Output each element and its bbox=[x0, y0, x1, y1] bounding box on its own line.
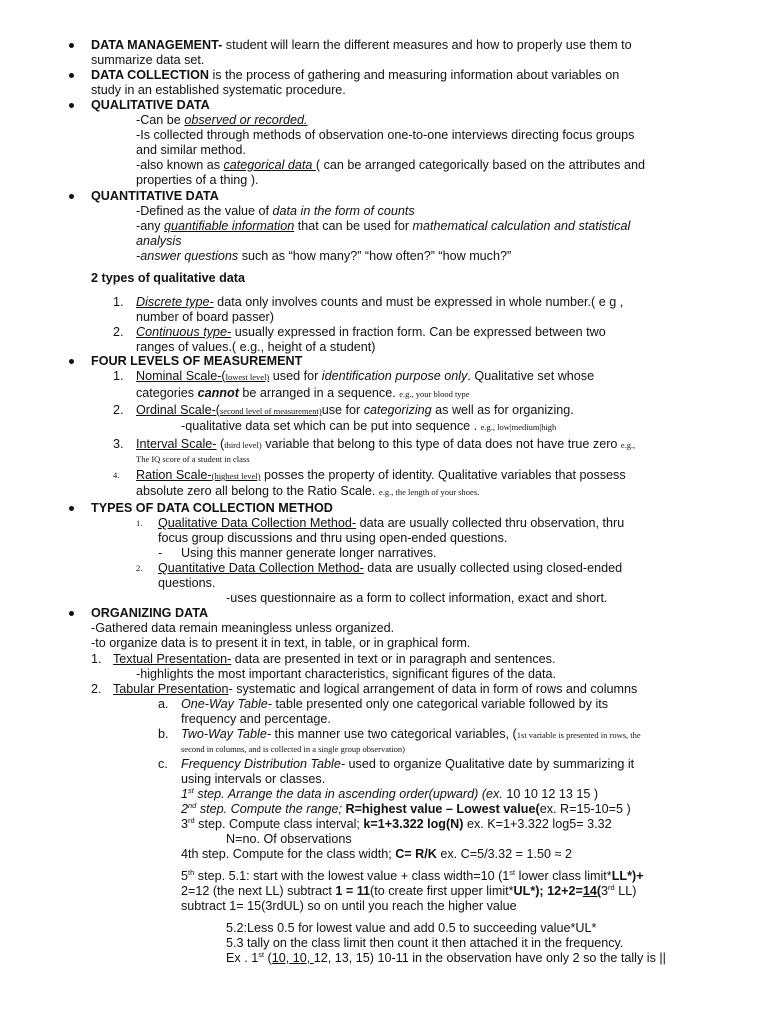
text-line: -Can be observed or recorded. bbox=[136, 113, 308, 127]
heading-qualitative-data: QUALITATIVE DATA bbox=[91, 98, 210, 112]
list-number: 1. bbox=[91, 652, 102, 666]
list-item: Discrete type- data only involves counts and must be expressed in whole number.( e g , bbox=[136, 295, 624, 309]
text-line: -any quantifiable information that can be used for mathematical calculation and statistical bbox=[136, 219, 631, 233]
text-line: ranges of values.( e.g., height of a student) bbox=[136, 340, 376, 354]
list-item-tabular: Tabular Presentation- systematic and logical arrangement of data in form of rows and columns bbox=[113, 682, 638, 696]
text: student will learn the different measures and how to properly use them to bbox=[222, 38, 632, 52]
step-4: 4th step. Compute for the class width; C= R/K ex. C=5/3.32 = 1.50 ≈ 2 bbox=[181, 847, 572, 861]
text-line: -highlights the most important characteristics, significant figures of the data. bbox=[136, 667, 556, 681]
example-line: Ex . 1st (10, 10, 12, 13, 15) 10-11 in the observation have only 2 so the tally is || bbox=[226, 949, 666, 965]
text-line: 2=12 (the next LL) subtract 1 = 11(to create first upper limit*UL*); 12+2=14(3rd LL) bbox=[181, 882, 637, 898]
list-item-ratio: Ration Scale-(highest level) posses the property of identity. Qualitative variables that possess bbox=[136, 468, 626, 482]
step-5-2: 5.2:Less 0.5 for lowest value and add 0.5 to succeeding value*UL* bbox=[226, 921, 597, 935]
list-number: 3. bbox=[113, 437, 124, 451]
list-letter: c. bbox=[158, 757, 168, 771]
section-data-management bbox=[91, 38, 632, 53]
heading-organizing-data: ORGANIZING DATA bbox=[91, 606, 209, 620]
list-item: Two-Way Table- this manner use two categorical variables, (1st variable is presented in rows, the bbox=[181, 727, 641, 741]
text-line: and similar method. bbox=[136, 143, 246, 157]
text-line: summarize data set. bbox=[91, 53, 205, 67]
list-number: 4. bbox=[113, 470, 120, 480]
list-number: 2. bbox=[91, 682, 102, 696]
heading-levels-of-measurement: FOUR LEVELS OF MEASUREMENT bbox=[91, 354, 303, 368]
text-line: properties of a thing ). bbox=[136, 173, 259, 187]
text-line: using intervals or classes. bbox=[181, 772, 326, 786]
heading-quantitative-data: QUANTITATIVE DATA bbox=[91, 189, 219, 203]
text-line: frequency and percentage. bbox=[181, 712, 331, 726]
heading-collection-method: TYPES OF DATA COLLECTION METHOD bbox=[91, 501, 333, 515]
text-line: N=no. Of observations bbox=[226, 832, 352, 846]
text-line: focus group discussions and thru using open-ended questions. bbox=[158, 531, 508, 545]
text: is the process of gathering and measuring information about variables on bbox=[209, 68, 620, 82]
text-line: -uses questionnaire as a form to collect information, exact and short. bbox=[226, 591, 608, 605]
list-number: 2. bbox=[113, 403, 124, 417]
text-line: -answer questions such as “how many?” “how often?” “how much?” bbox=[136, 249, 512, 263]
text-line: absolute zero all belong to the Ratio Scale. e.g., the length of your shoes. bbox=[136, 484, 480, 498]
step-2: 2nd step. Compute the range; R=highest value – Lowest value(ex. R=15-10=5 ) bbox=[181, 800, 631, 816]
text-line: The IQ score of a student in class bbox=[136, 454, 250, 464]
step-3: 3rd step. Compute class interval; k=1+3.322 log(N) ex. K=1+3.322 log5= 3.32 bbox=[181, 815, 612, 831]
list-item-nominal: Nominal Scale-(lowest level) used for identification purpose only. Qualitative set whose bbox=[136, 369, 595, 383]
text-line: analysis bbox=[136, 234, 182, 248]
list-number: 2. bbox=[113, 325, 124, 339]
heading-data-collection: DATA COLLECTION bbox=[91, 68, 209, 82]
text-line: -Gathered data remain meaningless unless organized. bbox=[91, 621, 395, 635]
text-line: -Defined as the value of data in the form of counts bbox=[136, 204, 415, 218]
text-line: categories cannot be arranged in a sequence. e.g., your blood type bbox=[136, 386, 470, 400]
list-item: Frequency Distribution Table- used to organize Qualitative date by summarizing it bbox=[181, 757, 635, 771]
text-line: subtract 1= 15(3rdUL) so on until you reach the higher value bbox=[181, 899, 517, 913]
section-data-collection bbox=[91, 68, 619, 83]
heading-types-qualitative: 2 types of qualitative data bbox=[91, 271, 245, 285]
dash-marker: - bbox=[158, 546, 163, 560]
text-line: -to organize data is to present it in text, in table, or in graphical form. bbox=[91, 636, 471, 650]
heading-data-management: DATA MANAGEMENT- bbox=[91, 38, 223, 52]
text-line: -qualitative data set which can be put into sequence . e.g., low|medium|high bbox=[181, 419, 557, 433]
list-item: Continuous type- usually expressed in fraction form. Can be expressed between two bbox=[136, 325, 606, 339]
text-line: questions. bbox=[158, 576, 216, 590]
list-item: Quantitative Data Collection Method- data are usually collected using closed-ended bbox=[158, 561, 623, 575]
text-line: -also known as categorical data ( can be arranged categorically based on the attributes and bbox=[136, 158, 645, 172]
list-item-interval: Interval Scale- (third level) variable that belong to this type of data does not have true zero e.g., bbox=[136, 437, 636, 451]
text-line: study in an established systematic procedure. bbox=[91, 83, 346, 97]
text-line: Using this manner generate longer narratives. bbox=[181, 546, 437, 560]
list-letter: a. bbox=[158, 697, 169, 711]
list-letter: b. bbox=[158, 727, 169, 741]
list-item: One-Way Table- table presented only one categorical variable followed by its bbox=[181, 697, 609, 711]
list-number: 1. bbox=[136, 518, 143, 528]
text-line: number of board passer) bbox=[136, 310, 274, 324]
list-number: 1. bbox=[113, 369, 124, 383]
list-number: 1. bbox=[113, 295, 124, 309]
list-item-textual: Textual Presentation- data are presented in text or in paragraph and sentences. bbox=[113, 652, 556, 666]
list-item-ordinal: Ordinal Scale-(second level of measurement)use for categorizing as well as for organizing. bbox=[136, 403, 574, 417]
step-1: 1st step. Arrange the data in ascending order(upward) (ex. 10 10 12 13 15 ) bbox=[181, 785, 599, 801]
list-item: Qualitative Data Collection Method- data are usually collected thru observation, thru bbox=[158, 516, 625, 530]
step-5-3: 5.3 tally on the class limit then count it then attached it in the frequency. bbox=[226, 936, 624, 950]
step-5: 5th step. 5.1: start with the lowest value + class width=10 (1st lower class limit*LL*)+ bbox=[181, 867, 644, 883]
list-number: 2. bbox=[136, 563, 143, 573]
text-line: second in columns, and is collected in a single group observation) bbox=[181, 744, 406, 754]
text-line: -Is collected through methods of observation one-to-one interviews directing focus groups bbox=[136, 128, 635, 142]
